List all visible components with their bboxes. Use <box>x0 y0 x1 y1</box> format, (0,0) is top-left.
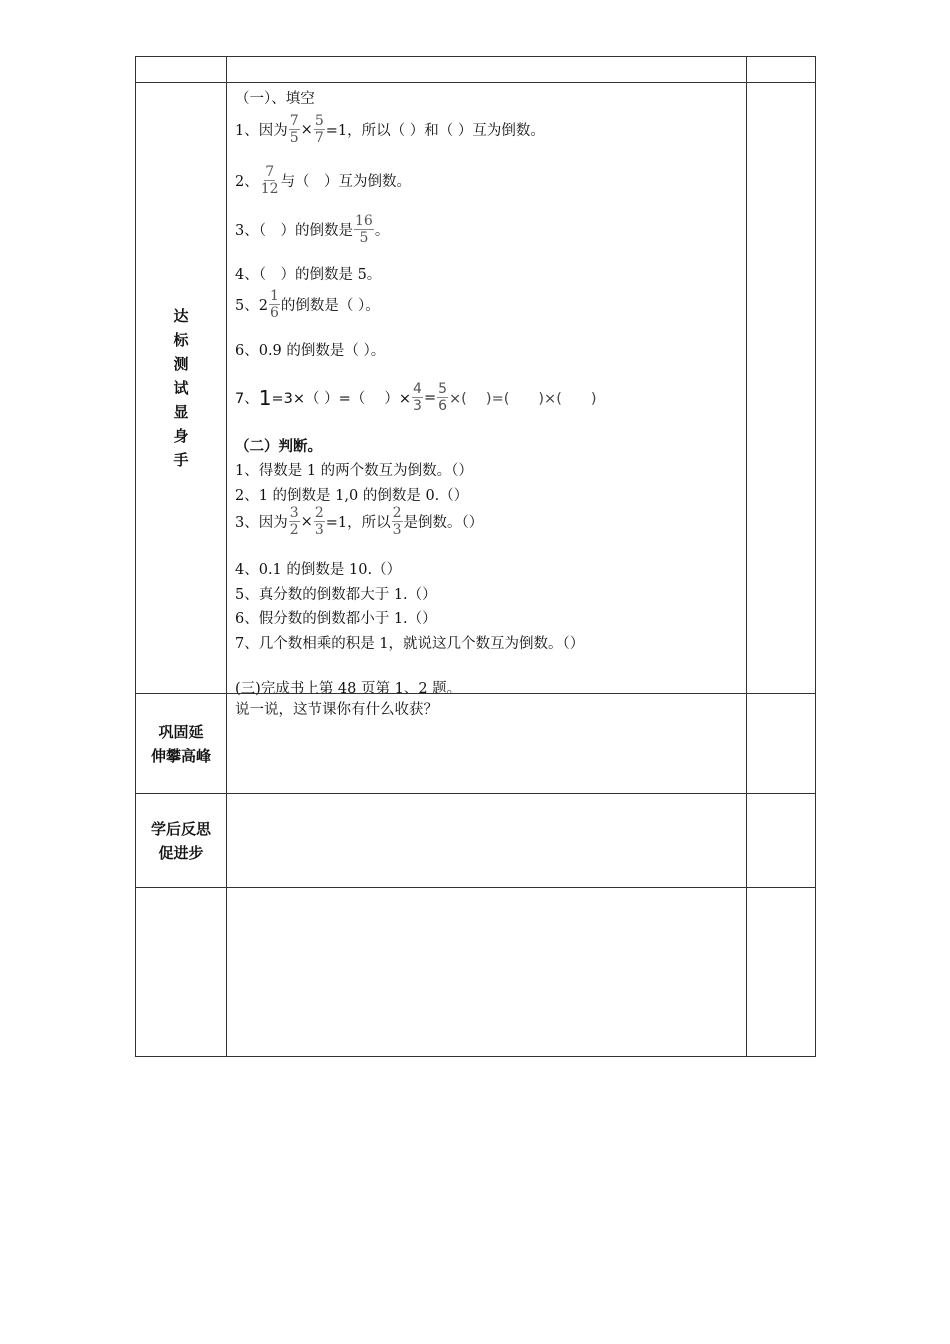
question-7: 7、 1 =3×（ ）=（ ）× $\frac{4}{3}$ = $\frac{5}{6}$ ×( )=( )×( ) <box>235 381 597 414</box>
extend-content-cell <box>226 693 747 794</box>
test-label-char: 身 <box>173 427 189 445</box>
worksheet-table <box>135 56 816 1057</box>
test-label-char: 测 <box>173 355 189 373</box>
question-2: 2、 $\frac{7}{12}$ 与（ ）互为倒数。 <box>235 164 412 197</box>
judge-5: 5、真分数的倒数都大于 1.（） <box>235 586 437 603</box>
fraction: $\frac{7}{12}$ <box>260 164 279 197</box>
question-6: 6、0.9 的倒数是（ ）。 <box>235 342 386 359</box>
reflect-label-line1: 学后反思 <box>150 819 211 838</box>
fraction: $\frac{3}{2}$ <box>289 505 299 538</box>
fraction: $\frac{5}{7}$ <box>314 113 324 146</box>
extend-note-cell <box>746 693 816 794</box>
test-content-cell <box>226 82 747 697</box>
extend-label-line1: 巩固延 <box>158 722 204 741</box>
fraction: $\frac{5}{6}$ <box>438 381 448 414</box>
fraction: $\frac{2}{3}$ <box>392 505 402 538</box>
blank-note-cell <box>746 887 816 1057</box>
section2-title: （二）判断。 <box>235 438 322 455</box>
extend-label-cell <box>135 693 227 794</box>
reflect-note-cell <box>746 793 816 888</box>
test-note-cell <box>746 82 816 694</box>
judge-1: 1、得数是 1 的两个数互为倒数。（） <box>235 462 473 479</box>
section1-title: （一）、填空 <box>235 91 315 107</box>
fraction: $\frac{1}{6}$ <box>269 288 279 321</box>
test-label-char: 显 <box>173 403 189 421</box>
judge-6: 6、假分数的倒数都小于 1.（） <box>235 610 437 627</box>
fraction: $\frac{2}{3}$ <box>314 505 324 538</box>
reflect-label-line2: 促进步 <box>158 843 204 862</box>
judge-7: 7、几个数相乘的积是 1，就说这几个数互为倒数。（） <box>235 635 585 652</box>
blank-label-cell <box>135 887 227 1057</box>
fraction: $\frac{16}{5}$ <box>354 213 373 246</box>
section3-task: (三)完成书上第 48 页第 1、2 题。 <box>235 680 462 697</box>
blank-content-cell <box>226 887 747 1057</box>
test-label-char: 达 <box>173 307 189 325</box>
test-label-cell <box>135 82 227 694</box>
reflect-content-cell <box>226 793 747 888</box>
extend-label-line2: 伸攀高峰 <box>150 746 211 765</box>
judge-4: 4、0.1 的倒数是 10.（） <box>235 561 402 578</box>
test-label-char: 标 <box>173 331 189 349</box>
question-4: 4、（ ）的倒数是 5。 <box>235 266 382 283</box>
extend-prompt: 说一说，这节课你有什么收获？ <box>235 701 438 718</box>
fraction: $\frac{7}{5}$ <box>289 113 299 146</box>
question-5: 5、2 $\frac{1}{6}$ 的倒数是（ ）。 <box>235 288 380 321</box>
question-1: 1、因为 $\frac{7}{5}$ × $\frac{5}{7}$ =1，所以（ ）和（ ）互为倒数。 <box>235 113 545 146</box>
header-content-cell <box>226 56 747 83</box>
fraction: $\frac{4}{3}$ <box>413 381 422 414</box>
header-note-cell <box>746 56 816 83</box>
header-label-cell <box>135 56 227 83</box>
test-label-char: 试 <box>173 379 189 397</box>
judge-3: 3、因为 $\frac{3}{2}$ × $\frac{2}{3}$ =1，所以 $\frac{2}{3}$ 是倒数。（） <box>235 505 484 538</box>
test-label-char: 手 <box>173 451 189 469</box>
judge-2: 2、1 的倒数是 1,0 的倒数是 0.（） <box>235 487 469 504</box>
reflect-label-cell <box>135 793 227 888</box>
question-3: 3、（ ）的倒数是 $\frac{16}{5}$ 。 <box>235 213 390 246</box>
